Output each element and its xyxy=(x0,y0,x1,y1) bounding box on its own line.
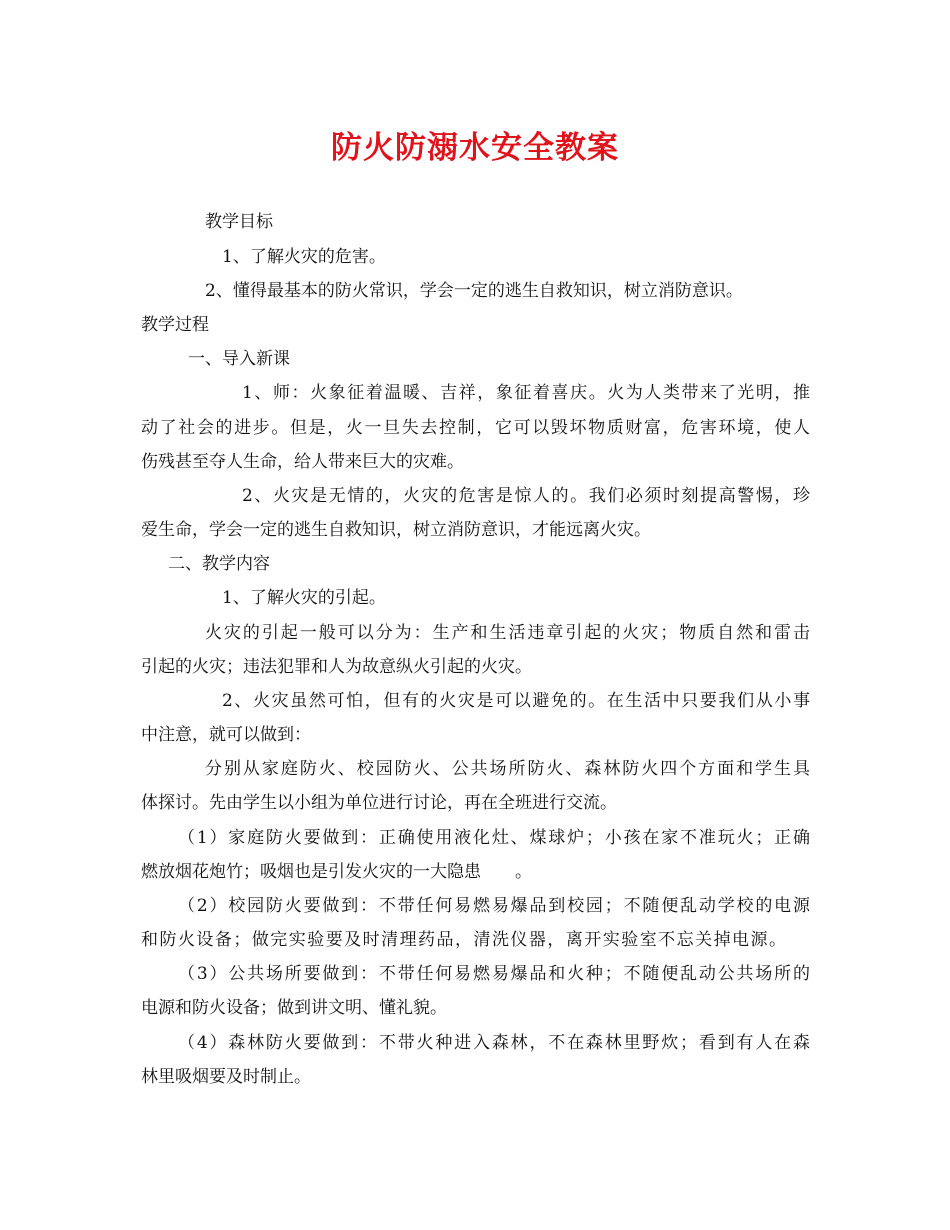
paragraph-line: 和防火设备；做完实验要及时清理药品，清洗仪器，离开实验室不忘关掉电源。 xyxy=(141,930,786,950)
content-item-1: 1、了解火灾的引起。 xyxy=(222,588,386,608)
paragraph-line: 2、火灾是无情的，火灾的危害是惊人的。我们必须时刻提高警惕，珍 xyxy=(242,486,810,506)
section-heading-2: 二、教学内容 xyxy=(168,554,270,574)
paragraph-line: 林里吸烟要及时制止。 xyxy=(141,1067,311,1087)
paragraph-line: 火灾的引起一般可以分为：生产和生活违章引起的火灾；物质自然和雷击 xyxy=(205,623,810,643)
paragraph-line: （3）公共场所要做到：不带任何易燃易爆品和火种；不随便乱动公共场所的 xyxy=(178,964,810,984)
paragraph-line: 伤残甚至夺人生命，给人带来巨大的灾难。 xyxy=(141,452,464,472)
goal-item-1: 1、了解火灾的危害。 xyxy=(222,247,386,267)
section-heading-1: 一、导入新课 xyxy=(188,349,290,369)
paragraph-line: 1、师：火象征着温暖、吉祥，象征着喜庆。火为人类带来了光明，推 xyxy=(242,383,810,403)
paragraph-line: （1）家庭防火要做到：正确使用液化灶、煤球炉；小孩在家不准玩火；正确 xyxy=(178,828,810,848)
paragraph-line: 体探讨。先由学生以小组为单位进行讨论，再在全班进行交流。 xyxy=(141,793,617,813)
heading-teaching-process: 教学过程 xyxy=(141,315,209,335)
paragraph-line: 电源和防火设备；做到讲文明、懂礼貌。 xyxy=(141,998,447,1018)
paragraph-line: 燃放烟花炮竹；吸烟也是引发火灾的一大隐患 。 xyxy=(141,862,532,882)
paragraph-line: （4）森林防火要做到：不带火种进入森林，不在森林里野炊；看到有人在森 xyxy=(178,1033,810,1053)
paragraph-line: 分别从家庭防火、校园防火、公共场所防火、森林防火四个方面和学生具 xyxy=(205,759,810,779)
paragraph-line: 2、火灾虽然可怕，但有的火灾是可以避免的。在生活中只要我们从小事 xyxy=(222,691,810,711)
paragraph-line: 引起的火灾；违法犯罪和人为故意纵火引起的火灾。 xyxy=(141,657,532,677)
paragraph-line: 爱生命，学会一定的逃生自救知识，树立消防意识，才能远离火灾。 xyxy=(141,520,651,540)
goal-item-2: 2、懂得最基本的防火常识，学会一定的逃生自救知识，树立消防意识。 xyxy=(205,281,743,301)
document-title: 防火防溺水安全教案 xyxy=(331,130,619,166)
paragraph-line: 中注意，就可以做到： xyxy=(141,725,311,745)
paragraph-line: （2）校园防火要做到：不带任何易燃易爆品到校园；不随便乱动学校的电源 xyxy=(178,896,810,916)
paragraph-line: 动了社会的进步。但是，火一旦失去控制，它可以毁坏物质财富，危害环境，使人 xyxy=(141,418,810,438)
heading-teaching-goals: 教学目标 xyxy=(205,212,273,232)
